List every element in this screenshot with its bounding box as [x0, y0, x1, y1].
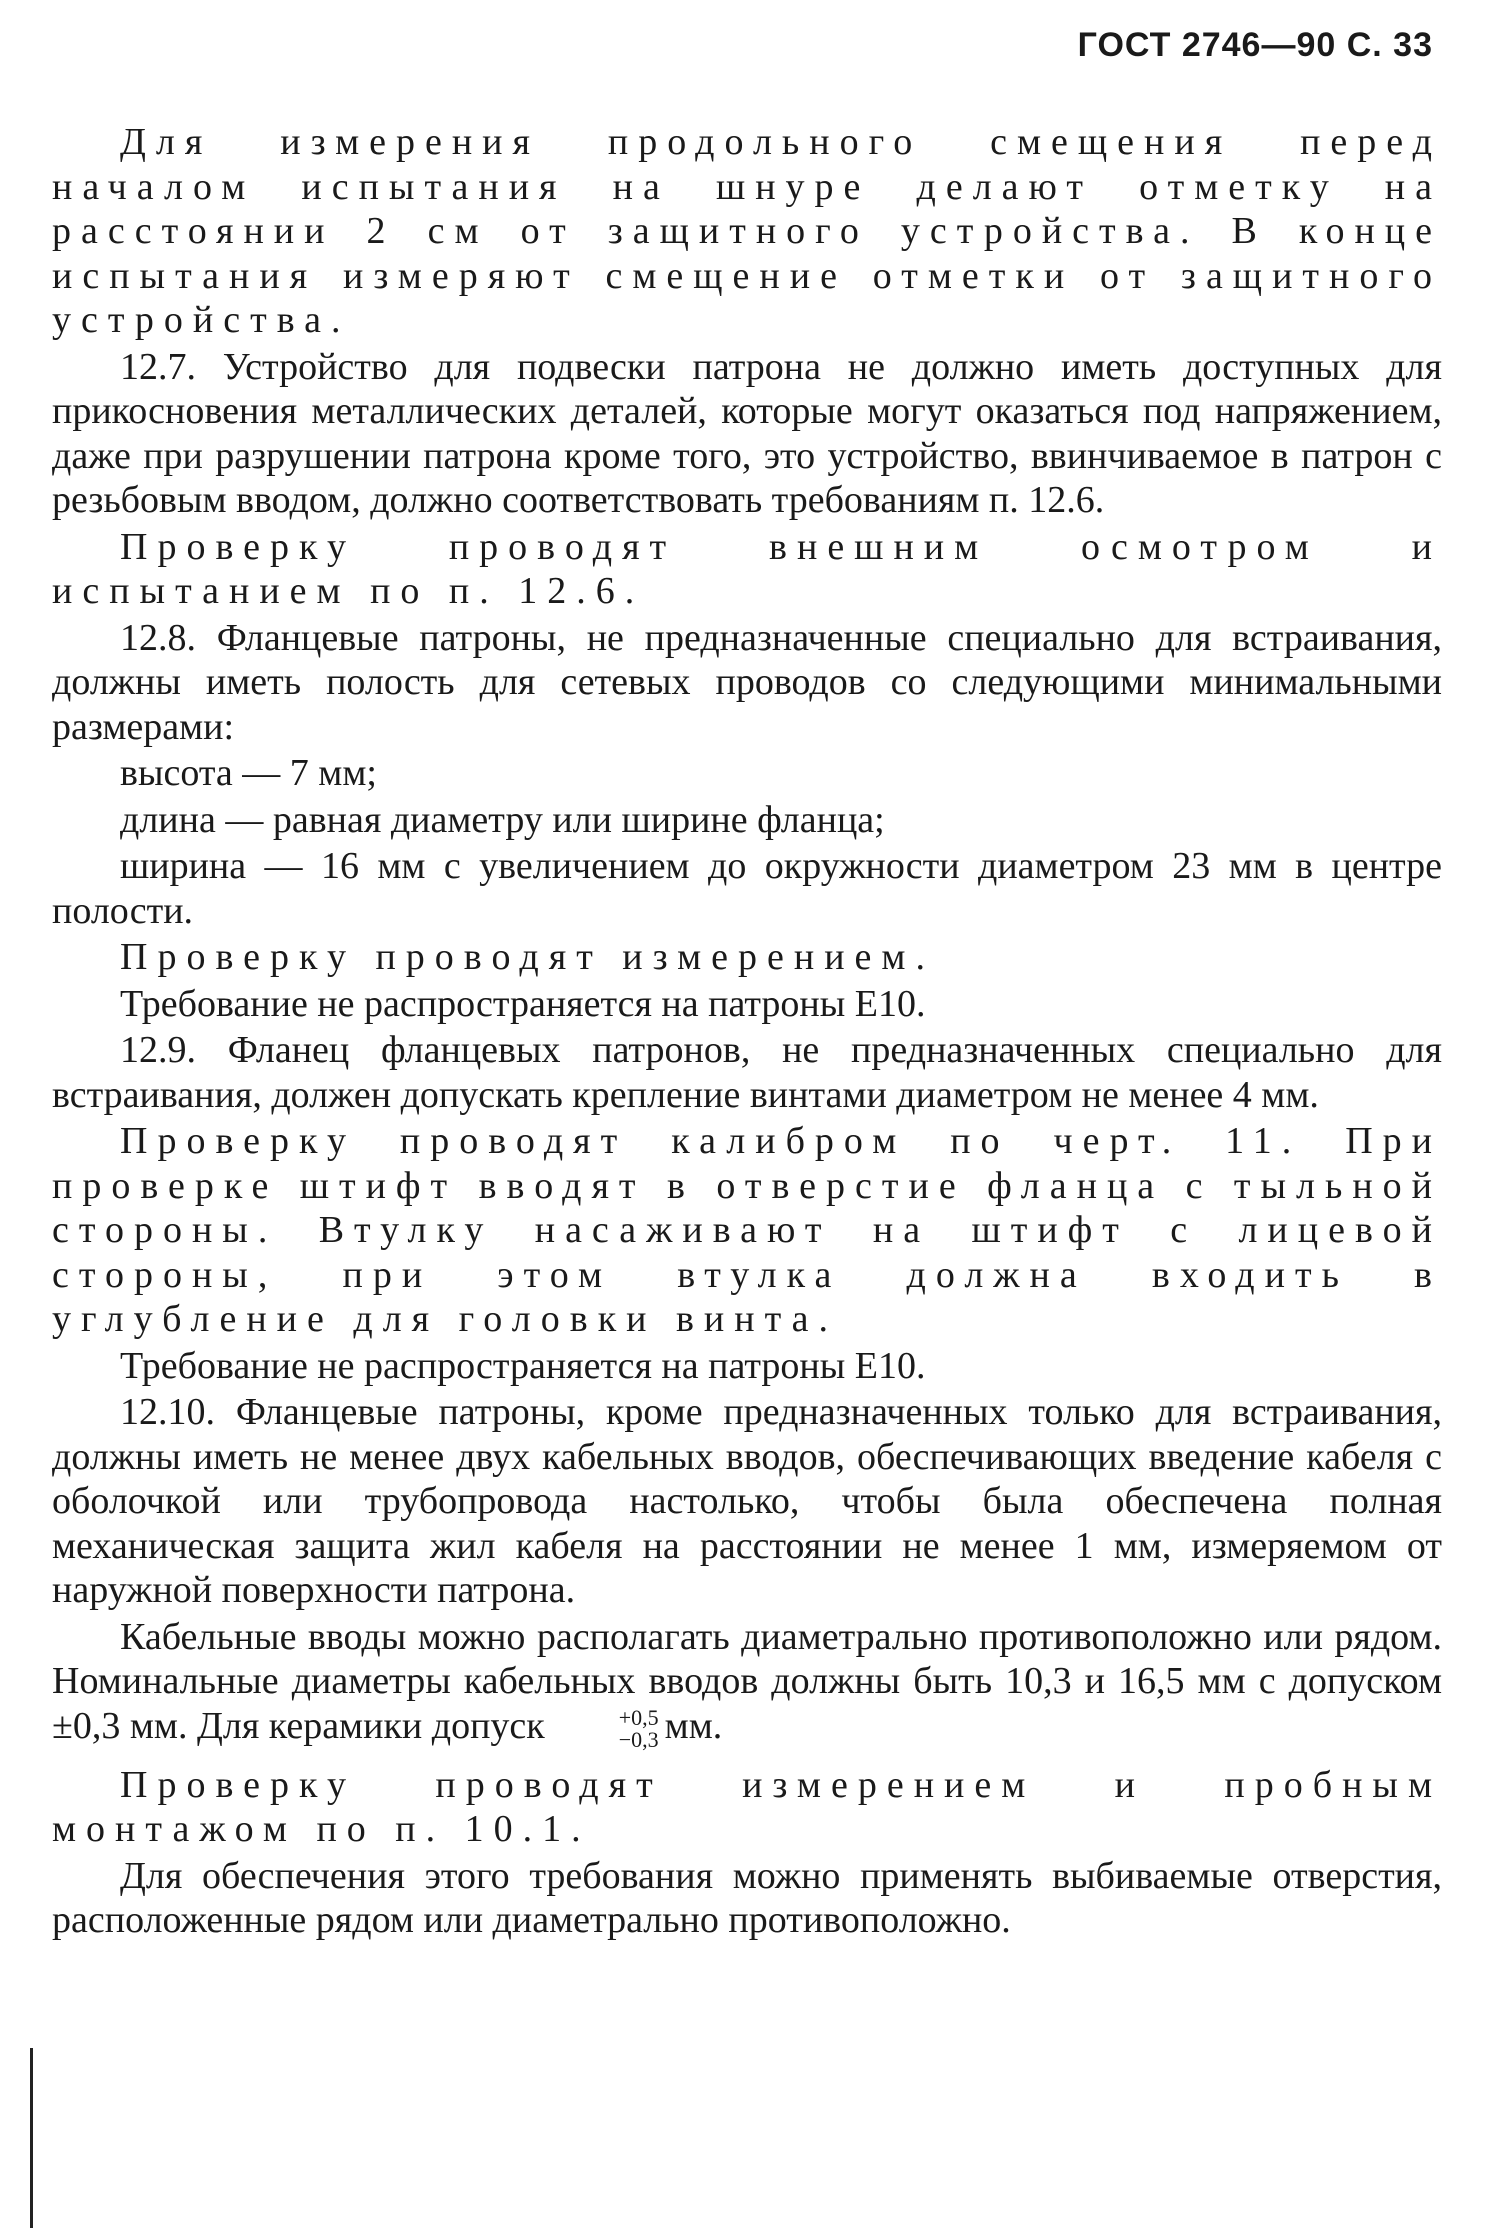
tolerance-lower: −0,3: [618, 1726, 659, 1752]
paragraph-text: Кабельные вводы можно располагать диаметрально противоположно или рядом. Номинальные диаметры кабельных вводов должны быть 10,3 и 16,5 мм с допуском ±0,3 мм. Для керамики допуск: [52, 1615, 1442, 1747]
list-item: длина — равная диаметру или ширине фланца;: [120, 798, 885, 841]
paragraph: Для измерения продольного смещения перед началом испытания на шнуре делают отметку на расстоянии 2 см от защитного устройства. В конце испытания измеряют смещение отметки от защитного устройства.: [52, 121, 1442, 341]
tolerance-upper: +0,5: [618, 1704, 659, 1730]
paragraph-clause-12-10: 12.10. Фланцевые патроны, кроме предназначенных только для встраивания, должны иметь не менее двух кабельных вводов, обеспечивающих введение кабеля с оболочкой или трубопровода настолько, чтобы была обеспечена полная механическая защита жил кабеля на расстоянии не менее 1 мм, измеряемом от наружной поверхности патрона.: [52, 1391, 1442, 1611]
paragraph: Проверку проводят калибром по черт. 11. При проверке штифт вводят в отверстие фланца с тыльной стороны. Втулку насаживают на штифт с лицевой стороны, при этом втулка должна входить в углубление для головки винта.: [52, 1120, 1442, 1340]
tolerance: [551, 1704, 659, 1752]
page-header: ГОСТ 2746—90 С. 33: [1077, 26, 1433, 64]
paragraph-clause-12-7: 12.7. Устройство для подвески патрона не должно иметь доступных для прикосновения металлических деталей, которые могут оказаться под напряжением, даже при разрушении патрона кроме того, это устройство, ввинчиваемое в патрон с резьбовым вводом, должно соответствовать требованиям п. 12.6.: [52, 345, 1442, 521]
paragraph: Проверку проводят внешним осмотром и испытанием по п. 12.6.: [52, 525, 1442, 612]
document-body: [52, 120, 1442, 1945]
paragraph: Проверку проводят измерением и пробным монтажом по п. 10.1.: [52, 1763, 1442, 1851]
list-item: высота — 7 мм;: [120, 752, 377, 794]
list-item: ширина — 16 мм с увеличением до окружности диаметром 23 мм в центре полости.: [52, 845, 1442, 932]
paragraph: [52, 1615, 1442, 1751]
paragraph-clause-12-9: 12.9. Фланец фланцевых патронов, не предназначенных специально для встраивания, должен допускать крепление винтами диаметром не менее 4 мм.: [52, 1029, 1442, 1116]
unit: мм.: [664, 1704, 723, 1747]
paragraph: Проверку проводят измерением.: [120, 936, 935, 978]
paragraph: Требование не распространяется на патроны Е10.: [120, 1344, 926, 1387]
paragraph: Требование не распространяется на патроны Е10.: [120, 982, 926, 1025]
paragraph: Для обеспечения этого требования можно применять выбиваемые отверстия, расположенные рядом или диаметрально противоположно.: [52, 1854, 1442, 1942]
margin-change-bar: [30, 2048, 33, 2228]
paragraph-clause-12-8: 12.8. Фланцевые патроны, не предназначенные специально для встраивания, должны иметь полость для сетевых проводов со следующими минимальными размерами:: [52, 616, 1442, 748]
